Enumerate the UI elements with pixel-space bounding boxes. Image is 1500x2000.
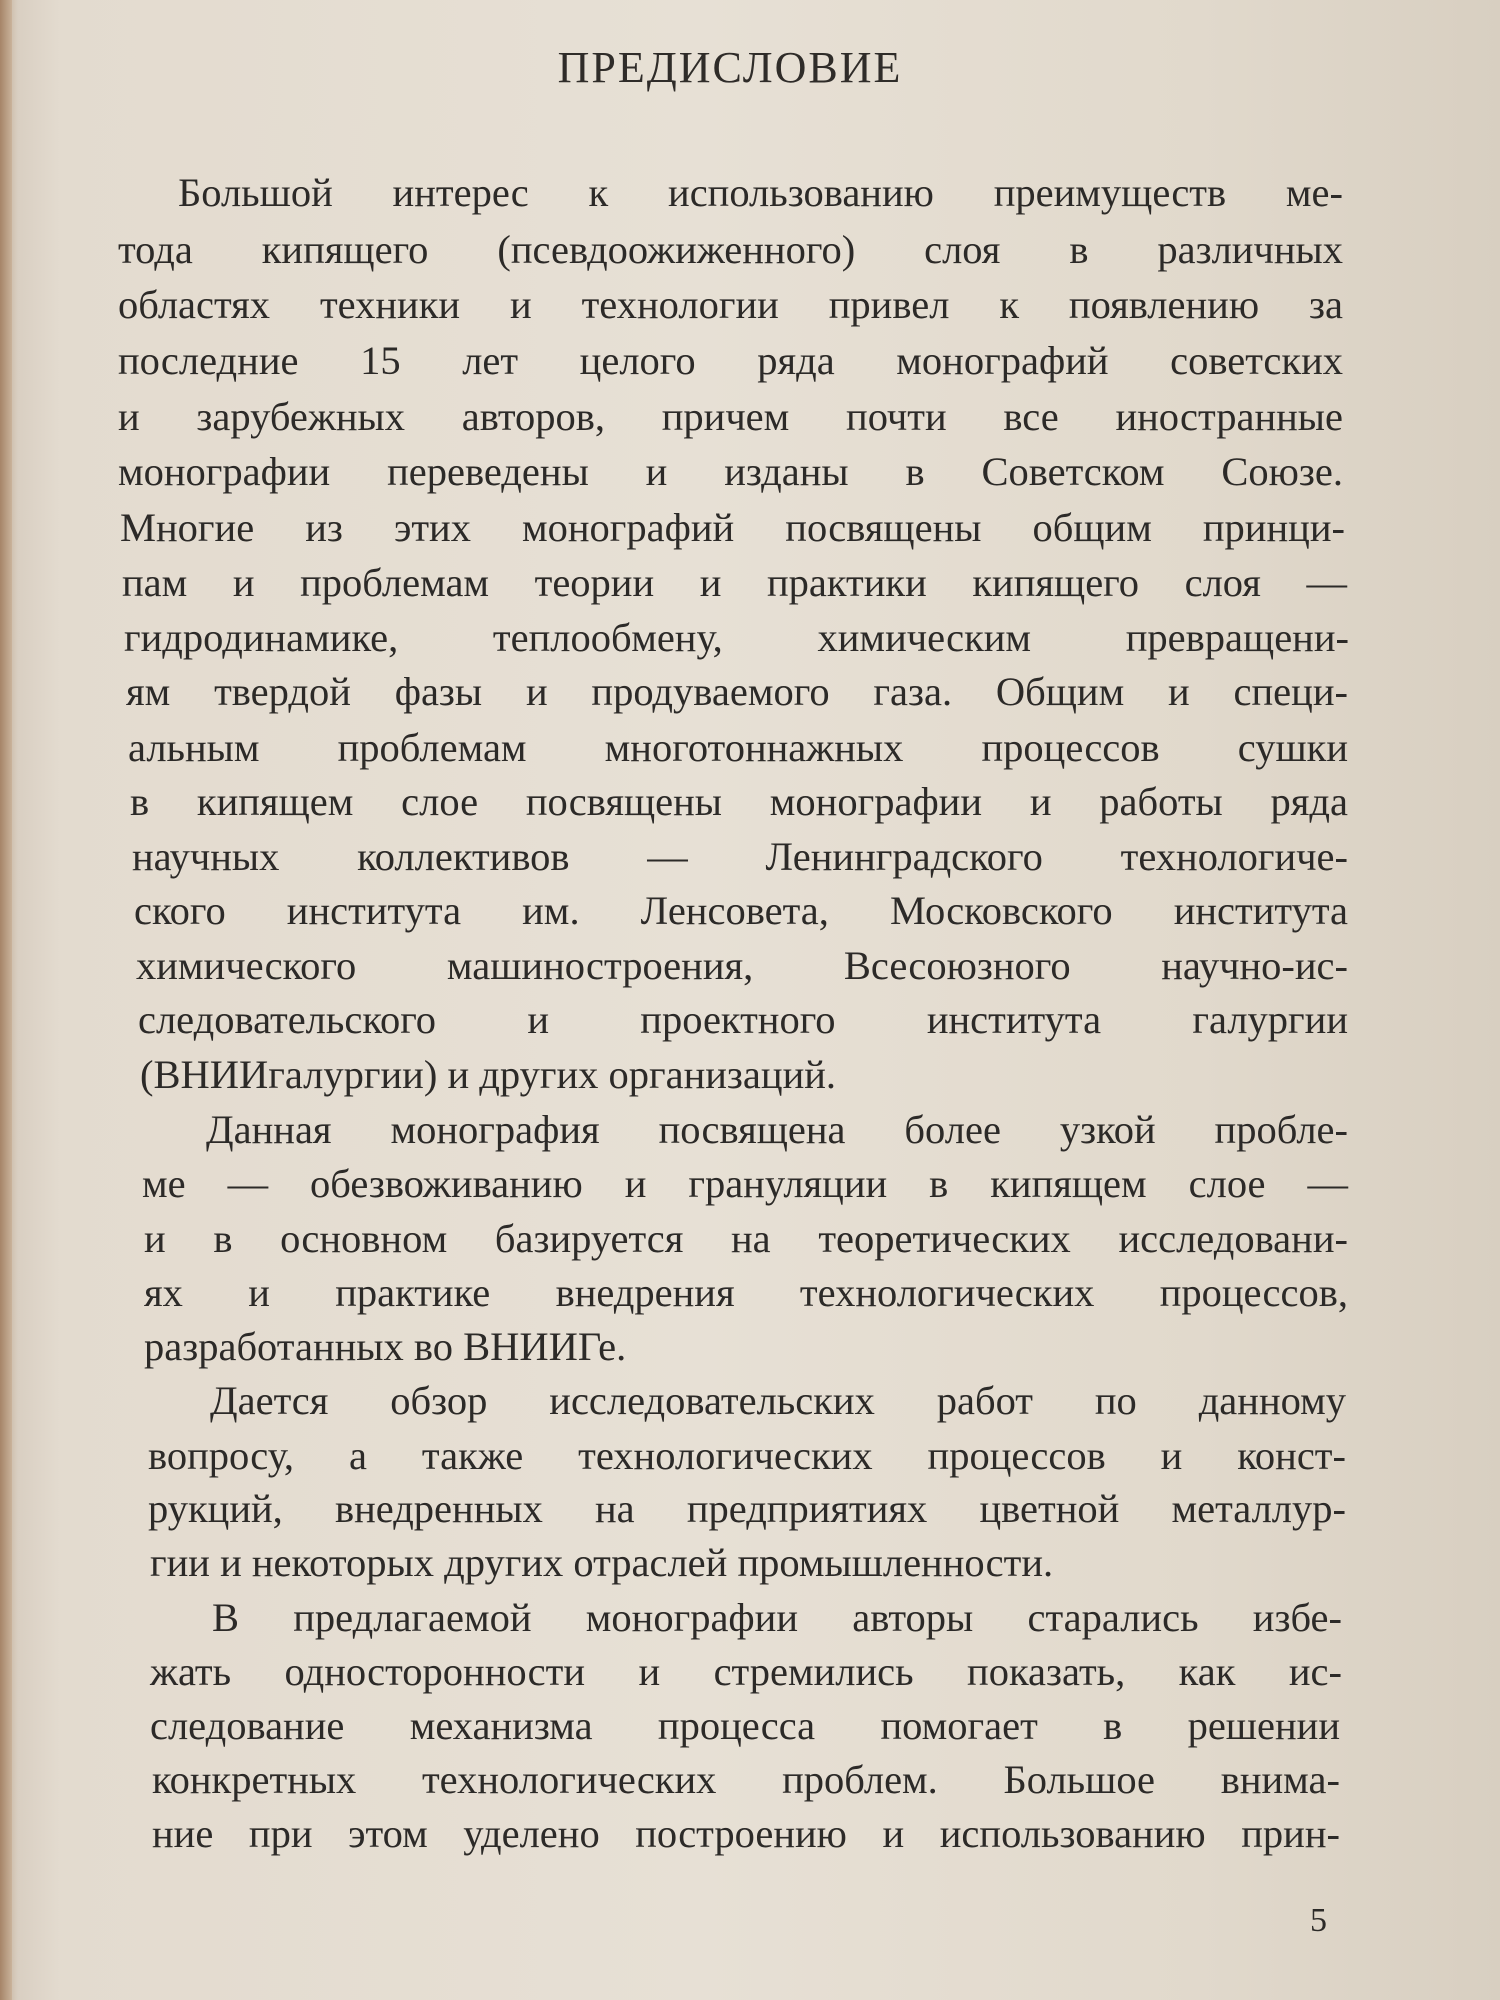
text-line: следовательского и проектного института галургии	[138, 997, 1348, 1042]
text-line: Дается обзор исследовательских работ по данному	[210, 1378, 1346, 1423]
text-line: рукций, внедренных на предприятиях цветной металлур-	[148, 1486, 1346, 1531]
text-line: научных коллективов — Ленинградского технологиче-	[132, 834, 1348, 879]
text-line: и в основном базируется на теоретических исследовани-	[144, 1216, 1348, 1261]
page-number: 5	[1310, 1902, 1327, 1939]
text-line: ях и практике внедрения технологических процессов,	[144, 1270, 1348, 1315]
text-line: жать односторонности и стремились показать, как ис-	[150, 1649, 1342, 1694]
text-line: последние 15 лет целого ряда монографий советских	[118, 338, 1343, 383]
text-line: в кипящем слое посвящены монографии и работы ряда	[130, 779, 1348, 824]
text-line: монографии переведены и изданы в Советском Союзе.	[118, 449, 1343, 494]
text-line: Большой интерес к использованию преимуществ ме-	[178, 170, 1343, 215]
text-line: химического машиностроения, Всесоюзного научно-ис-	[136, 943, 1348, 988]
text-line: разработанных во ВНИИГе.	[144, 1324, 627, 1369]
text-line: ние при этом уделено построению и использованию прин-	[152, 1811, 1340, 1856]
text-line: Многие из этих монографий посвящены общим принци-	[120, 505, 1345, 550]
text-line: ского института им. Ленсовета, Московского института	[134, 888, 1348, 933]
text-line: гии и некоторых других отраслей промышленности.	[150, 1540, 1054, 1585]
text-line: следование механизма процесса помогает в решении	[150, 1703, 1340, 1748]
text-line: конкретных технологических проблем. Большое внима-	[152, 1757, 1340, 1802]
text-line: альным проблемам многотоннажных процессов сушки	[128, 725, 1348, 770]
text-line: Данная монография посвящена более узкой пробле-	[206, 1107, 1348, 1152]
text-line: пам и проблемам теории и практики кипящего слоя —	[122, 560, 1347, 605]
page-title: ПРЕДИСЛОВИЕ	[557, 43, 903, 92]
text-line: (ВНИИгалургии) и других организаций.	[140, 1052, 837, 1097]
text-line: и зарубежных авторов, причем почти все иностранные	[118, 394, 1343, 439]
text-line: ям твердой фазы и продуваемого газа. Общим и специ-	[126, 669, 1348, 714]
text-line: гидродинамике, теплообмену, химическим превращени-	[124, 615, 1349, 660]
text-line: В предлагаемой монографии авторы старались избе-	[212, 1595, 1342, 1640]
text-line: тода кипящего (псевдоожиженного) слоя в различных	[118, 227, 1343, 272]
text-line: областях техники и технологии привел к появлению за	[118, 282, 1343, 327]
text-line: ме — обезвоживанию и грануляции в кипящем слое —	[142, 1161, 1348, 1206]
text-line: вопросу, а также технологических процессов и конст-	[148, 1433, 1346, 1478]
